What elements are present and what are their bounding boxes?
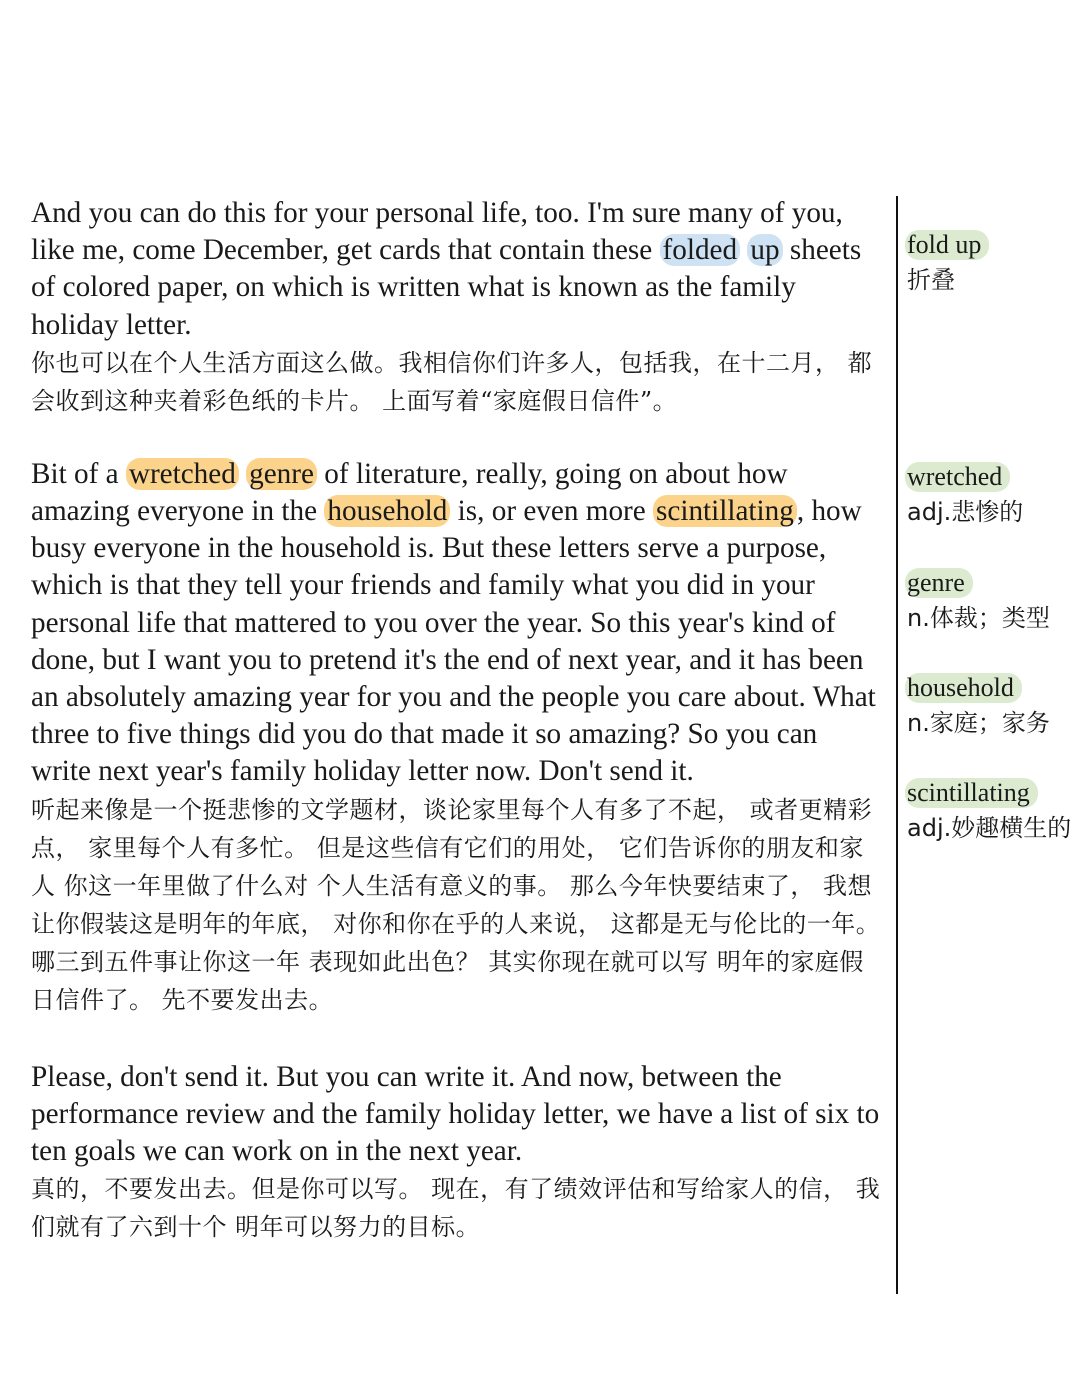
highlight-folded: folded xyxy=(660,234,741,266)
vocab-definition: adj.悲惨的 xyxy=(907,498,1024,526)
vocab-entry-wretched xyxy=(907,462,1077,532)
paragraph-2 xyxy=(31,456,883,1019)
vocab-term: scintillating xyxy=(905,778,1038,808)
vocab-term: fold up xyxy=(905,230,989,260)
vocab-entry-genre xyxy=(907,568,1077,638)
vocab-entry-scintillating xyxy=(907,778,1077,848)
paragraph-1 xyxy=(31,195,883,420)
chinese-translation: 你也可以在个人生活方面这么做。我相信你们许多人，包括我，在十二月， 都会收到这种夹着彩色纸的卡片。 上面写着“家庭假日信件”。 xyxy=(31,348,873,415)
chinese-translation: 真的，不要发出去。但是你可以写。 现在，有了绩效评估和写给家人的信， 我们就有了六到十个 明年可以努力的目标。 xyxy=(31,1175,881,1242)
english-text: And you can do this for your personal life, too. I'm sure many of you, like me, come December, get cards that contain these folded up sheets of colored paper, on which is written what is known as the family holiday letter. xyxy=(31,197,862,341)
english-text: Please, don't send it. But you can write it. And now, between the performance review and the family holiday letter, we have a list of six to ten goals we can work on in the next year. xyxy=(31,1060,880,1168)
vocab-entry-household xyxy=(907,673,1077,743)
vocab-term: household xyxy=(905,673,1022,703)
vocab-term: wretched xyxy=(905,462,1010,492)
column-divider xyxy=(896,196,898,1294)
vocab-definition: 折叠 xyxy=(907,266,955,294)
highlight-genre: genre xyxy=(246,458,317,490)
bilingual-transcript xyxy=(31,195,883,1282)
vocab-definition: n.家庭；家务 xyxy=(907,709,1050,737)
vocab-definition: n.体裁；类型 xyxy=(907,604,1050,632)
highlight-household: household xyxy=(324,495,450,527)
paragraph-3 xyxy=(31,1059,883,1247)
highlight-wretched: wretched xyxy=(126,458,239,490)
vocab-term: genre xyxy=(905,568,973,598)
chinese-translation: 听起来像是一个挺悲惨的文学题材，谈论家里每个人有多了不起， 或者更精彩点， 家里每个人有多忙。 但是这些信有它们的用处， 它们告诉你的朋友和家人 你这一年里做了什么对 个人生活有意义的事。 那么今年快要结束了， 我想让你假装这是明年的年底， 对你和你在乎的人来说， 这都是无与伦比的一年。 哪三到五件事让你这一年 表现如此出色？ 其实你现在就可以写 明年的家庭假日信件了。 先不要发出去。 xyxy=(31,795,881,1014)
vocab-entry-fold-up xyxy=(907,230,1077,300)
highlight-up: up xyxy=(747,234,782,266)
english-text: Bit of a wretched genre of literature, really, going on about how amazing everyone in the household is, or even more scintillating , how busy everyone in the household is. But these letters serve a purpose, which is that they tell your friends and family what you did in your personal life that mattered to you over the year. So this year's kind of done, but I want you to pretend it's the end of next year, and it has been an absolutely amazing year for you and the people you care about. What three to five things did you do that made it so amazing? So you can write next year's family holiday letter now. Don't send it. xyxy=(31,457,876,788)
highlight-scintillating: scintillating xyxy=(653,495,797,527)
vocab-definition: adj.妙趣横生的 xyxy=(907,814,1072,842)
